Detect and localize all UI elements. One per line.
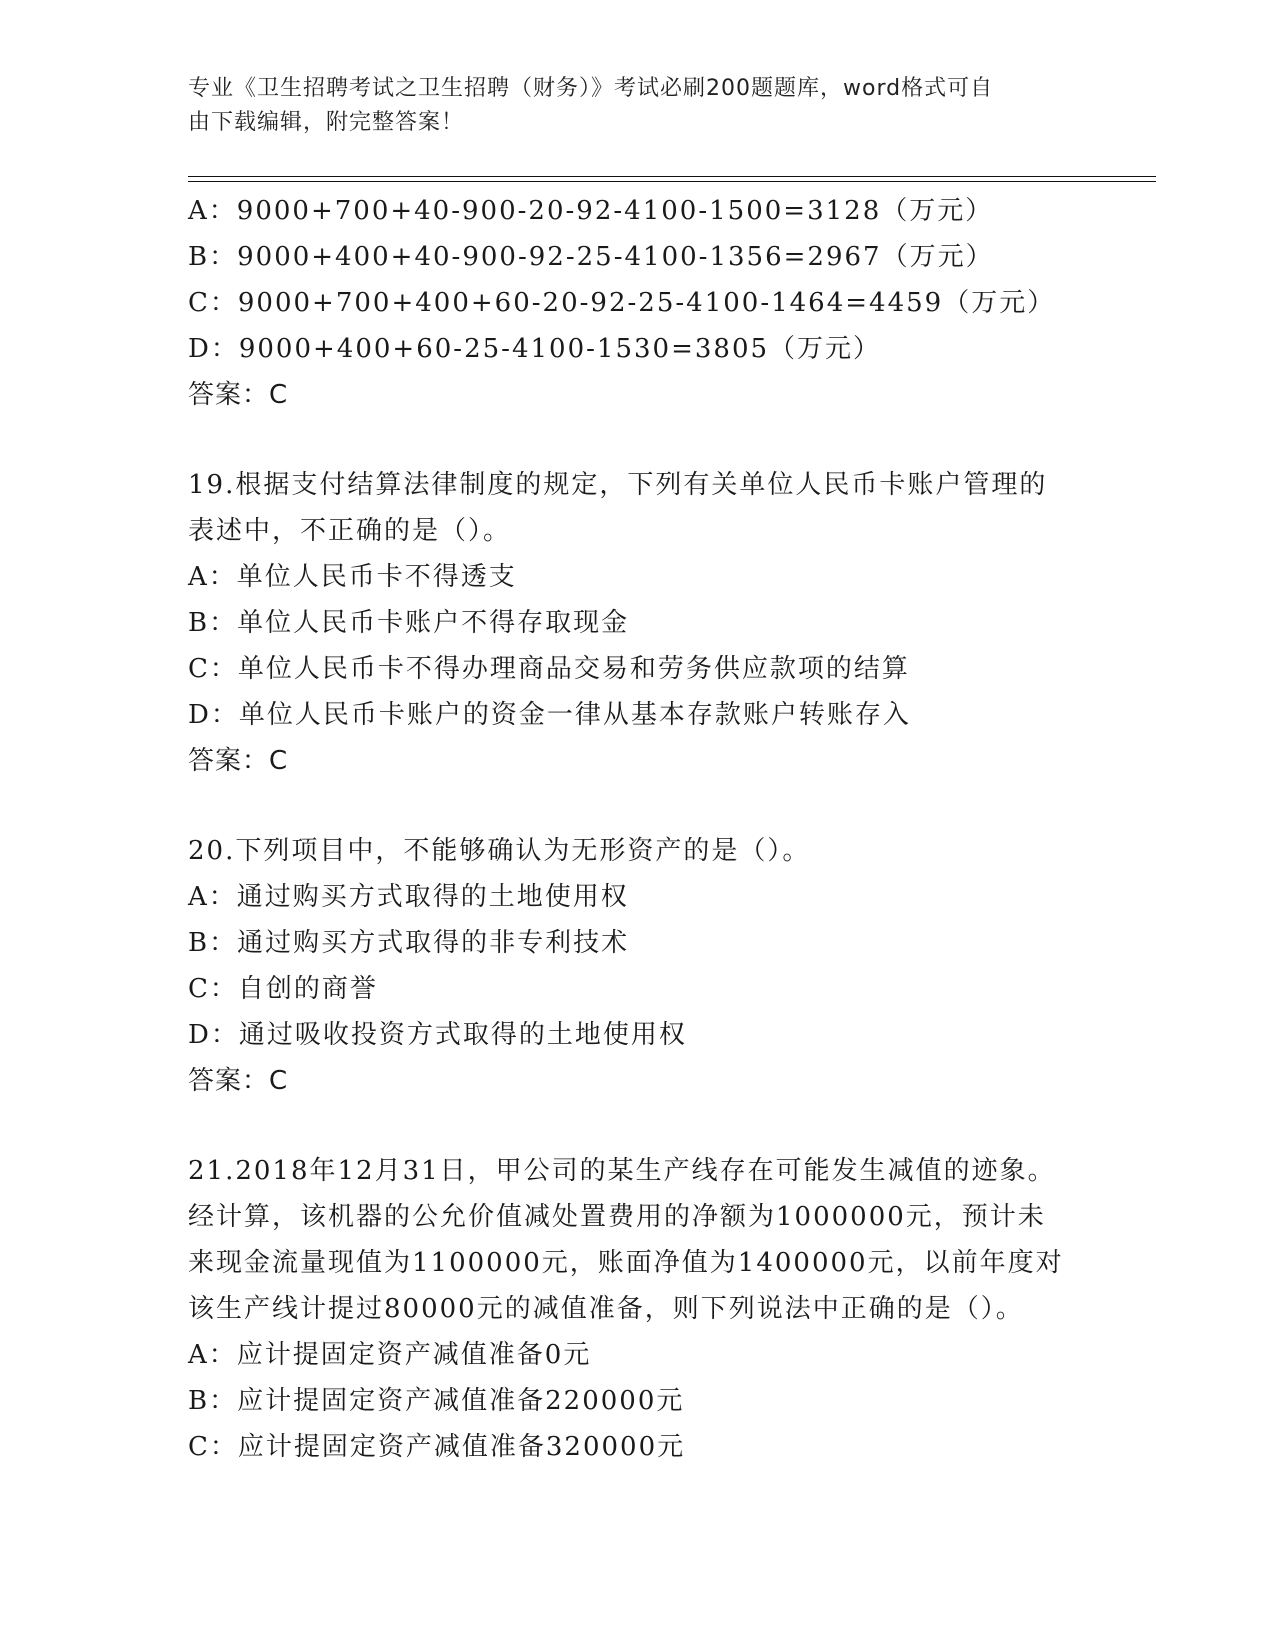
option-a: A：通过购买方式取得的土地使用权 (188, 882, 629, 912)
spacer (188, 418, 1088, 462)
option-b: B：单位人民币卡账户不得存取现金 (188, 608, 630, 638)
question-list (188, 188, 1088, 1470)
answer: 答案：C (188, 746, 289, 776)
header-line-2: 由下载编辑，附完整答案！ (188, 110, 465, 135)
option-a: A：单位人民币卡不得透支 (188, 562, 517, 592)
header-divider-bottom (188, 181, 1156, 182)
question-stem-line: 21.2018年12月31日，甲公司的某生产线存在可能发生减值的迹象。 (188, 1156, 1056, 1186)
question-stem-line: 经计算，该机器的公允价值减处置费用的净额为1000000元，预计未 (188, 1202, 1046, 1232)
answer: 答案：C (188, 1066, 289, 1096)
option-c: C：应计提固定资产减值准备320000元 (188, 1432, 686, 1462)
spacer (188, 784, 1088, 828)
question-stem-line: 20.下列项目中，不能够确认为无形资产的是（）。 (188, 836, 811, 866)
question-21 (188, 1148, 1088, 1470)
option-a: A：应计提固定资产减值准备0元 (188, 1340, 592, 1370)
option-a: A：9000+700+40-900-20-92-4100-1500=3128（万元） (188, 196, 994, 226)
option-b: B：通过购买方式取得的非专利技术 (188, 928, 630, 958)
question-20 (188, 828, 1088, 1104)
question-stem-line: 来现金流量现值为1100000元，账面净值为1400000元，以前年度对 (188, 1248, 1064, 1278)
question-stem-line: 表述中，不正确的是（）。 (188, 516, 512, 546)
document-header (188, 72, 1068, 140)
option-d: D：9000+400+60-25-4100-1530=3805（万元） (188, 334, 882, 364)
option-c: C：9000+700+400+60-20-92-25-4100-1464=4459（万元） (188, 288, 1056, 318)
option-b: B：应计提固定资产减值准备220000元 (188, 1386, 685, 1416)
question-19 (188, 462, 1088, 784)
option-d: D：通过吸收投资方式取得的土地使用权 (188, 1020, 687, 1050)
option-c: C：自创的商誉 (188, 974, 378, 1004)
option-b: B：9000+400+40-900-92-25-4100-1356=2967（万元） (188, 242, 994, 272)
spacer (188, 1104, 1088, 1148)
answer: 答案：C (188, 380, 289, 410)
option-d: D：单位人民币卡账户的资金一律从基本存款账户转账存入 (188, 700, 911, 730)
option-c: C：单位人民币卡不得办理商品交易和劳务供应款项的结算 (188, 654, 910, 684)
question-18 (188, 188, 1088, 418)
header-line-1: 专业《卫生招聘考试之卫生招聘（财务）》考试必刷200题题库，word格式可自 (188, 76, 994, 101)
header-divider-top (188, 176, 1156, 177)
question-stem-line: 19.根据支付结算法律制度的规定，下列有关单位人民币卡账户管理的 (188, 470, 1048, 500)
question-stem-line: 该生产线计提过80000元的减值准备，则下列说法中正确的是（）。 (188, 1294, 1024, 1324)
